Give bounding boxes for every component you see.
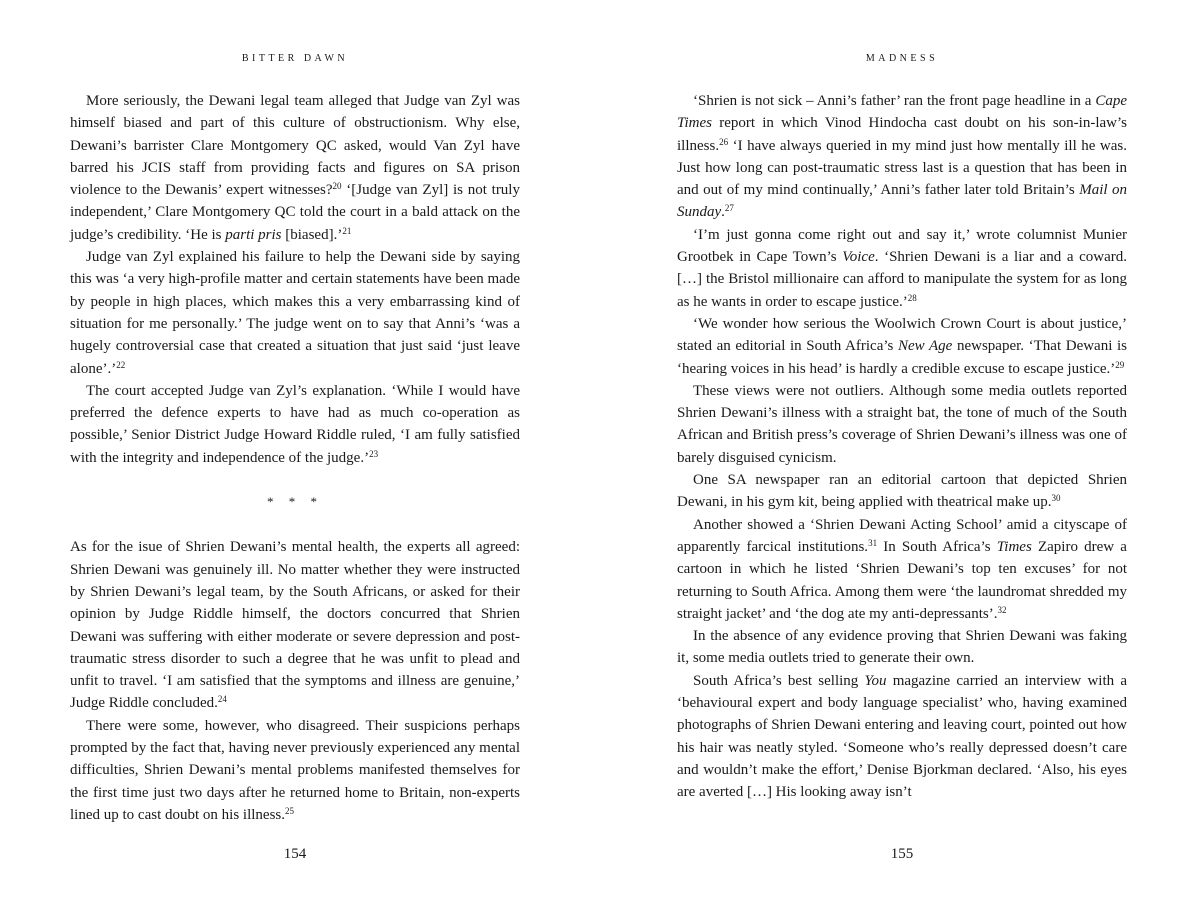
footnote-ref: 24	[217, 694, 227, 705]
text-segment: ‘Shrien is not sick – Anni’s father’ ran the front page headline in a	[693, 93, 1096, 109]
footnote-ref: 27	[724, 203, 734, 214]
text-segment: One SA newspaper ran an editorial cartoon that depicted Shrien Dewani, in his gym kit, being applied with theatrical make up.	[677, 472, 1127, 511]
footnote-ref: 22	[116, 359, 126, 370]
text-segment: These views were not outliers. Although some media outlets reported Shrien Dewani’s illness with a straight bat, the tone of much of the South African and British press’s coverage of Shrien Dewani’s illness was one of barely disguised cynicism.	[677, 382, 1127, 466]
paragraph	[677, 224, 1127, 313]
text-segment: ‘We wonder how serious the Woolwich Crown Court is about justice,’ stated an editorial in South Africa’s	[677, 315, 1127, 355]
page-number-right: 155	[890, 846, 914, 862]
paragraph	[677, 469, 1127, 514]
text-segment: ‘I’m just gonna come right out and say it,’ wrote columnist Munier Grootbek in Cape Town’s	[677, 226, 1127, 266]
text-segment: . ‘Shrien Dewani is a liar and a coward. […] the Bristol millionaire can afford to manipulate the system for as long as he wants in order to escape justice.’	[677, 249, 1127, 310]
text-segment: There were some, however, who disagreed. Their suspicions perhaps prompted by the fact that, having never previously experienced any mental difficulties, Shrien Dewani’s mental problems manifested themselves for the first time just two days after he returned home to Britain, non-experts lined up to cast doubt on his illness.	[70, 717, 520, 823]
page-number-left: 154	[283, 846, 307, 862]
footnote-ref: 32	[997, 604, 1007, 615]
footnote-ref: 23	[369, 448, 379, 459]
text-segment: report in which Vinod Hindocha cast doubt on his son-in-law’s illness.	[677, 115, 1127, 154]
left-page	[70, 0, 520, 917]
text-segment: In the absence of any evidence proving that Shrien Dewani was faking it, some media outlets tried to generate their own.	[677, 628, 1127, 667]
text-segment: Another showed a ‘Shrien Dewani Acting School’ amid a cityscape of apparently farcical institutions.	[677, 516, 1127, 555]
text-segment: [biased].’	[281, 226, 343, 243]
italic-text: Mail on Sunday	[677, 182, 1127, 221]
text-segment: More seriously, the Dewani legal team alleged that Judge van Zyl was himself biased and part of this culture of obstructionism. Why else, Dewani’s barrister Clare Montgomery QC asked, would Van Zyl have barred his JCIS staff from providing facts and figures on SA prison violence to the Dewanis’ expert witnesses?	[70, 93, 520, 199]
paragraph	[70, 380, 520, 469]
paragraph	[677, 90, 1127, 224]
footnote-ref: 29	[1115, 359, 1125, 370]
running-head-right: MADNESS	[865, 53, 939, 64]
text-segment: .	[721, 204, 725, 221]
footnote-ref: 31	[868, 537, 878, 548]
text-segment: In South Africa’s	[877, 538, 997, 555]
footnote-ref: 21	[342, 225, 352, 236]
text-segment: Judge van Zyl explained his failure to help the Dewani side by saying this was ‘a very high-profile matter and certain statements have been made by people in high places, which makes this a very embarrassing kind of situation for me personally.’ The judge went on to say that Anni’s ‘was a hugely controversial case that created a situation that just said ‘just leave alone’.’	[70, 249, 520, 377]
paragraph	[677, 625, 1127, 670]
paragraph	[70, 715, 520, 826]
footnote-ref: 26	[719, 136, 729, 147]
footnote-ref: 28	[907, 292, 917, 303]
running-head-left: BITTER DAWN	[241, 53, 349, 64]
text-segment: newspaper. ‘That Dewani is ‘hearing voices in his head’ is hardly a credible excuse to escape justice.’	[677, 338, 1128, 377]
paragraph	[70, 536, 520, 714]
text-segment: ‘I have always queried in my mind just how mentally ill he was. Just how long can post-traumatic stress last is a question that has been in and out of my mind continually,’ Anni’s father later told Britain’s	[677, 137, 1127, 199]
italic-text: Times	[996, 538, 1032, 555]
left-page-body	[70, 90, 520, 826]
paragraph	[677, 313, 1127, 380]
right-page-body	[677, 90, 1127, 804]
right-page	[677, 0, 1127, 917]
italic-text: New Age	[898, 338, 953, 355]
footnote-ref: 25	[285, 805, 294, 816]
paragraph	[70, 90, 520, 246]
paragraph	[677, 670, 1127, 804]
text-segment: magazine carried an interview with a ‘behavioural expert and body language specialist’ who, having examined photographs of Shrien Dewani entering and leaving court, pointed out how his hair was neatly styled. ‘Someone who’s really depressed doesn’t care and wouldn’t make the effort,’ Denise Bjorkman declared. ‘Also, his eyes are averted […] His looking away isn’t	[677, 672, 1127, 801]
italic-text: Voice	[842, 249, 875, 266]
italic-text: You	[864, 672, 887, 689]
paragraph	[677, 380, 1127, 469]
footnote-ref: 20	[332, 181, 342, 192]
text-segment: Zapiro drew a cartoon in which he listed ‘Shrien Dewani’s top ten excuses’ for not returning to South Africa. Among them were ‘the laundromat shredded my straight jacket’ and ‘the dog ate my anti-depressants’.	[677, 538, 1127, 622]
text-segment: South Africa’s best selling	[693, 672, 865, 689]
italic-text: parti pris	[225, 226, 282, 243]
italic-text: Cape Times	[677, 93, 1127, 132]
paragraph	[70, 246, 520, 380]
text-segment: The court accepted Judge van Zyl’s explanation. ‘While I would have preferred the defence experts to have had as much co-operation as possible,’ Senior District Judge Howard Riddle ruled, ‘I am fully satisfied with the integrity and independence of the judge.’	[70, 382, 520, 466]
text-segment: As for the isue of Shrien Dewani’s mental health, the experts all agreed: Shrien Dewani was genuinely ill. No matter whether they were instructed by Shrien Dewani’s legal team, by the South Africans, or asked for their opinion by Judge Riddle himself, the doctors concurred that Shrien Dewani was suffering with either moderate or severe depression and post-traumatic stress disorder to such a degree that he was unfit to plead and unfit to travel. ‘I am satisfied that the symptoms and illness are genuine,’ Judge Riddle concluded.	[70, 539, 520, 712]
footnote-ref: 30	[1051, 493, 1061, 504]
section-break: * * *	[267, 494, 323, 510]
text-segment: ‘[Judge van Zyl] is not truly independent,’ Clare Montgomery QC told the court in a bald attack on the judge’s credibility. ‘He is	[70, 182, 520, 243]
paragraph	[677, 514, 1127, 625]
